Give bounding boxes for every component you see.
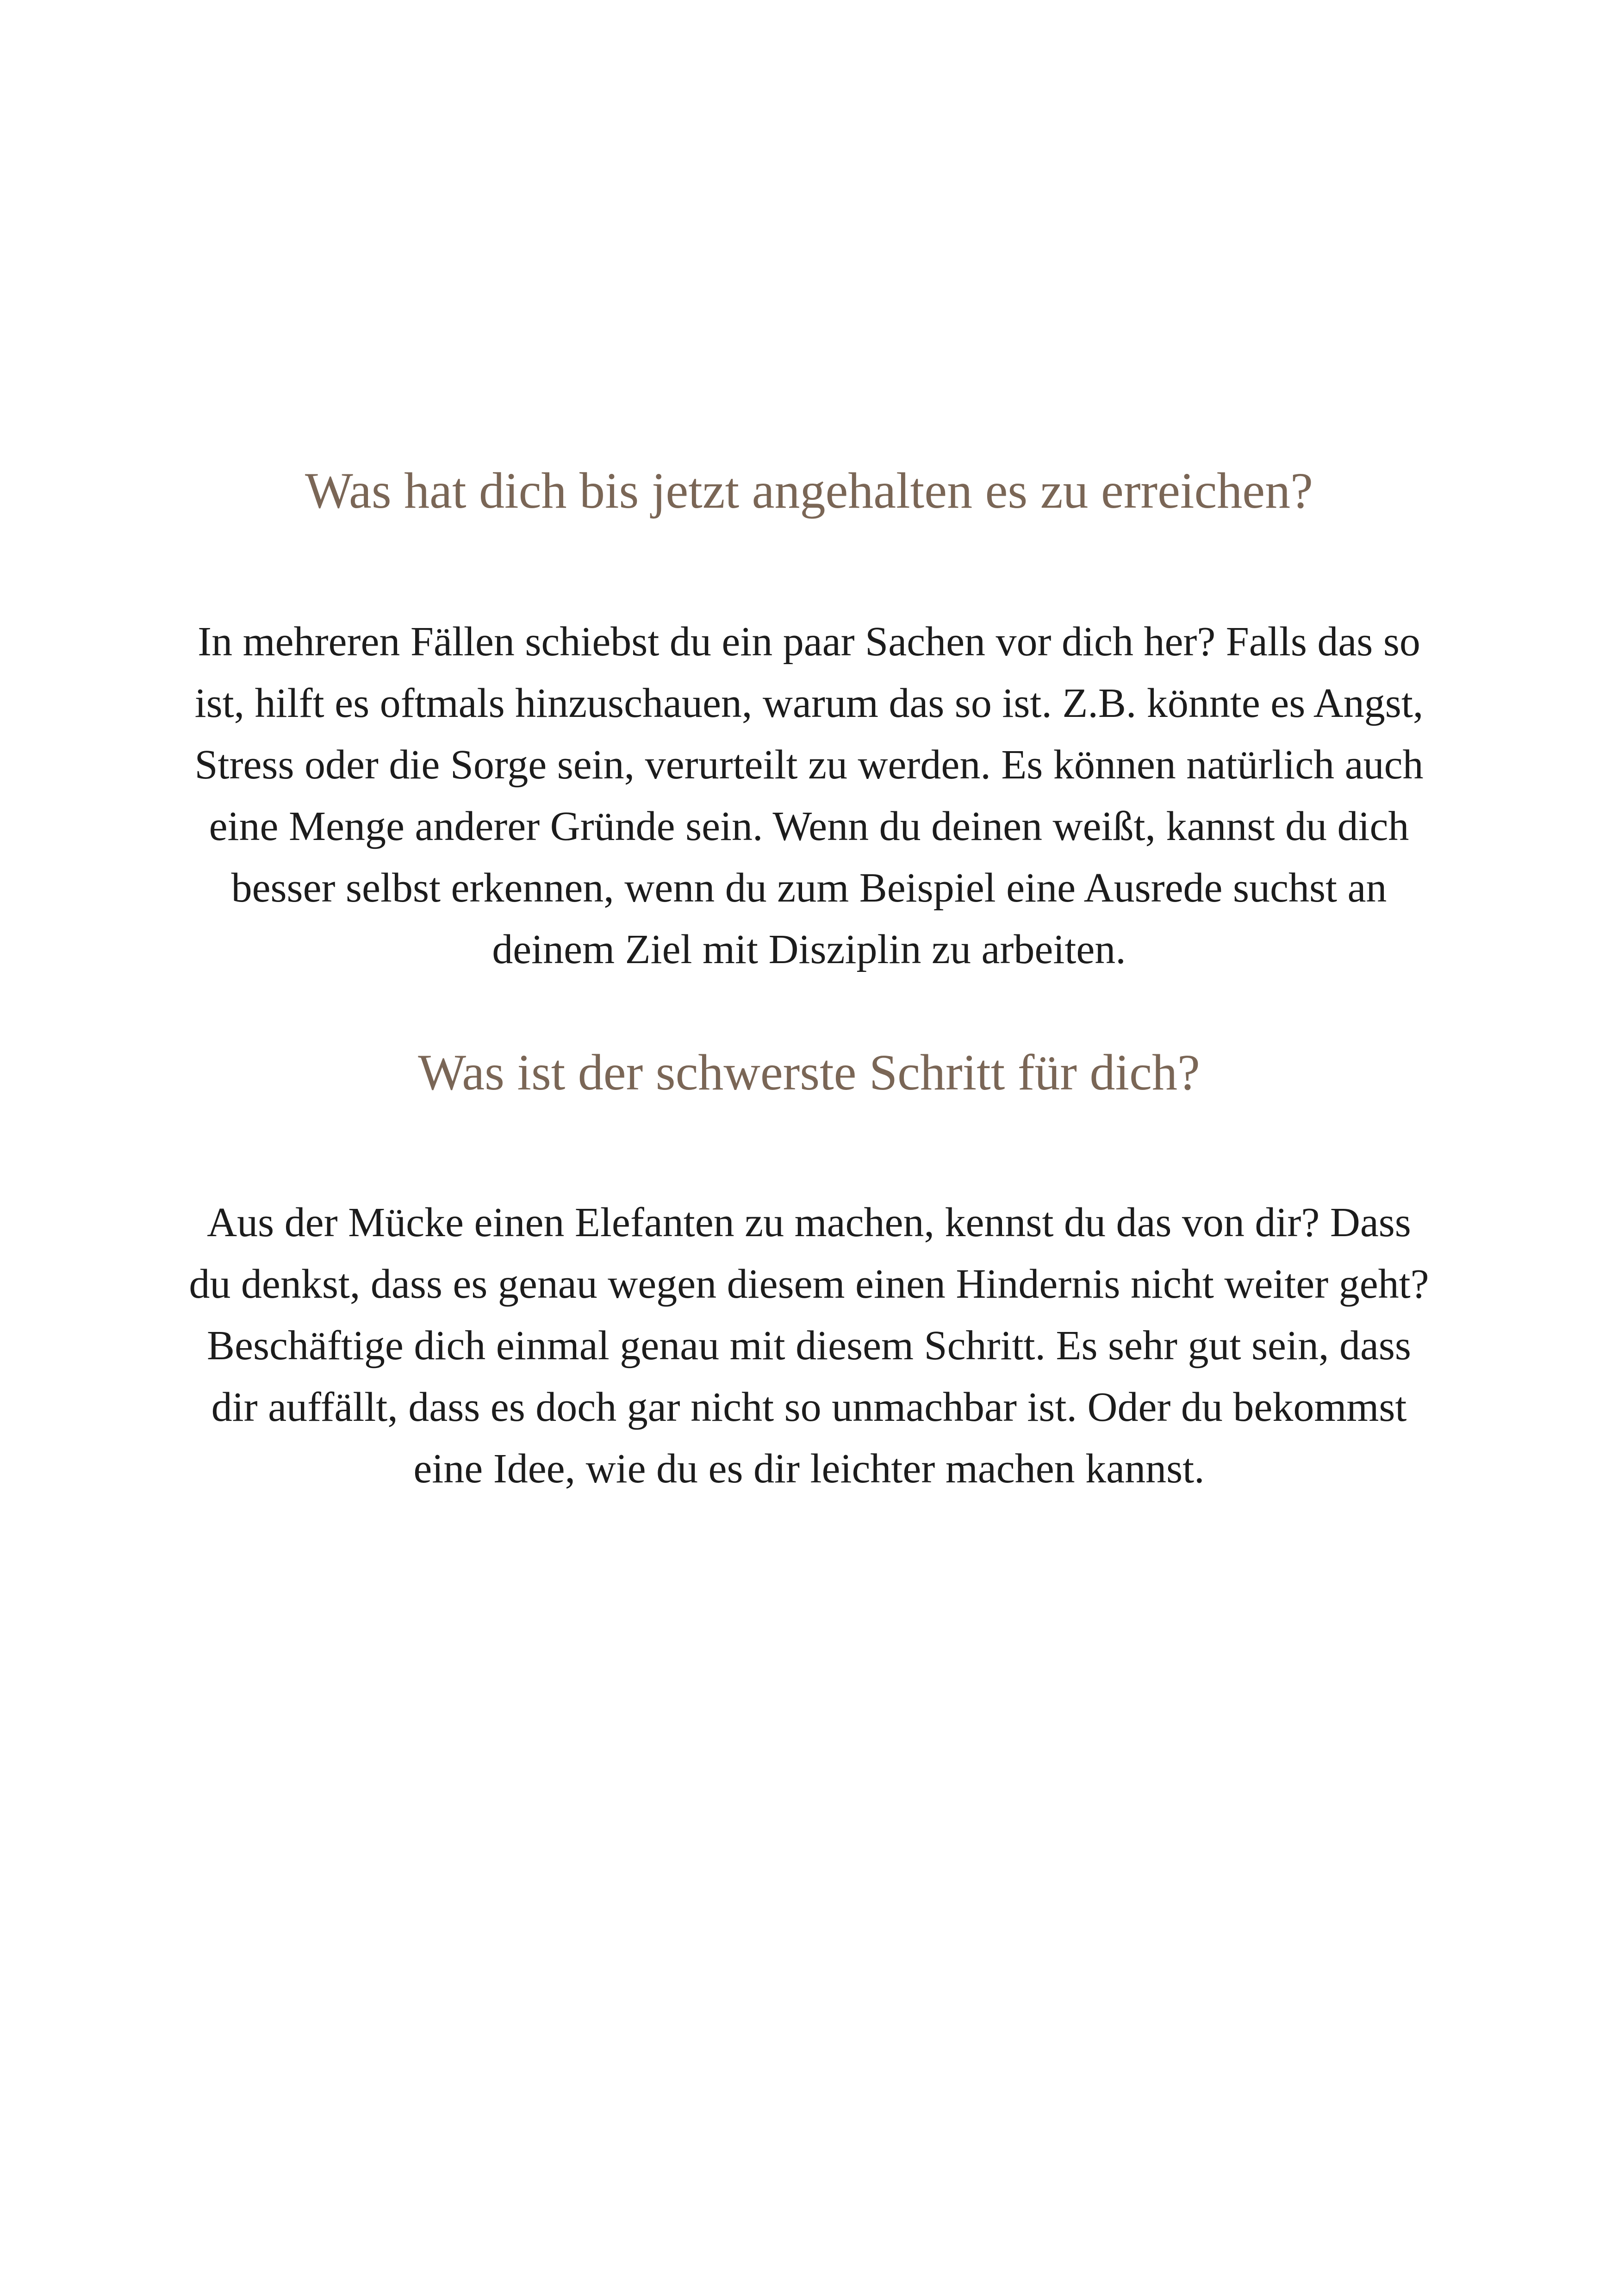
paragraph-line: dir auffällt, dass es doch gar nicht so unmachbar ist. Oder du bekommst (211, 1384, 1407, 1430)
paragraph-line: besser selbst erkennen, wenn du zum Beispiel eine Ausrede suchst an (231, 865, 1387, 911)
paragraph-line: Beschäftige dich einmal genau mit diesem Schritt. Es sehr gut sein, dass (207, 1323, 1411, 1369)
paragraph-line: Aus der Mücke einen Elefanten zu machen, kennst du das von dir? Dass (207, 1200, 1411, 1245)
paragraph-line: eine Idee, wie du es dir leichter machen kannst. (413, 1446, 1205, 1492)
paragraph-line: Stress oder die Sorge sein, verurteilt zu werden. Es können natürlich auch (194, 742, 1424, 788)
paragraph-line: deinem Ziel mit Disziplin zu arbeiten. (492, 927, 1126, 972)
paragraph-line: eine Menge anderer Gründe sein. Wenn du deinen weißt, kannst du dich (209, 803, 1409, 849)
section-paragraph (139, 1192, 1479, 1500)
section-paragraph (139, 611, 1479, 980)
section-heading: Was hat dich bis jetzt angehalten es zu erreichen? (305, 462, 1313, 519)
paragraph-line: In mehreren Fällen schiebst du ein paar Sachen vor dich her? Falls das so (198, 619, 1420, 665)
paragraph-line: du denkst, dass es genau wegen diesem einen Hindernis nicht weiter geht? (189, 1261, 1429, 1307)
paragraph-line: ist, hilft es oftmals hinzuschauen, warum das so ist. Z.B. könnte es Angst, (194, 680, 1424, 726)
section-heading: Was ist der schwerste Schritt für dich? (418, 1044, 1200, 1101)
